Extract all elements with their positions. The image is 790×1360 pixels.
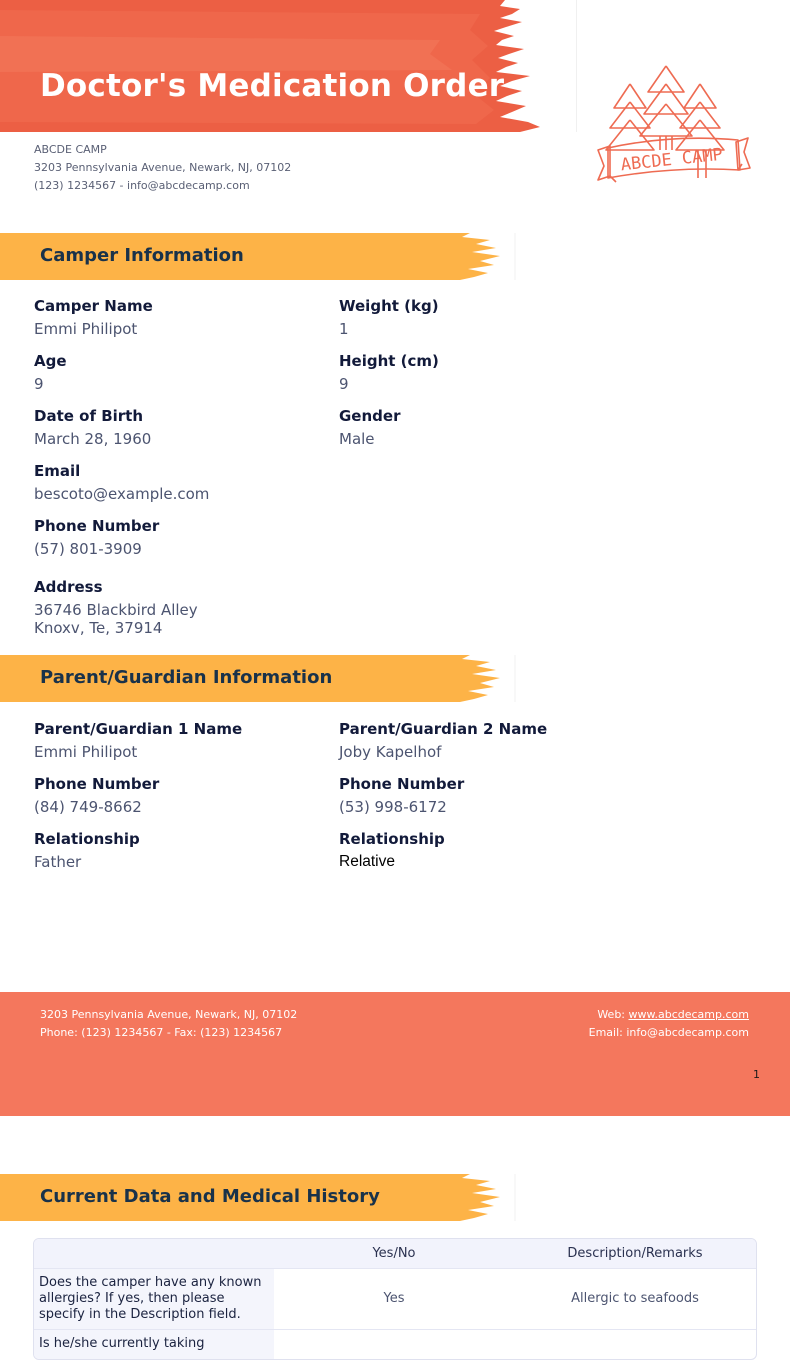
age-label: Age	[34, 352, 67, 370]
table-row-remarks: Allergic to seafoods	[571, 1291, 699, 1306]
table-row-question: Does the camper have any known allergies? If yes, then please specify in the Description field.	[39, 1275, 262, 1322]
guardian2-name-value: Joby Kapelhof	[339, 743, 442, 761]
phone-label: Phone Number	[34, 517, 160, 535]
logo-text: ABCDE CAMP	[619, 144, 724, 176]
camper-name-label: Camper Name	[34, 297, 153, 315]
medical-history-table	[33, 1238, 757, 1360]
height-label: Height (cm)	[339, 352, 439, 370]
footer-web-link[interactable]: www.abcdecamp.com	[628, 1008, 749, 1021]
table-header-yes-no: Yes/No	[372, 1246, 416, 1261]
guardian2-name-label: Parent/Guardian 2 Name	[339, 720, 548, 738]
email-value: bescoto@example.com	[34, 485, 210, 503]
address-label: Address	[34, 578, 103, 596]
header-divider	[576, 0, 577, 132]
weight-label: Weight (kg)	[339, 297, 439, 315]
guardian2-phone-label: Phone Number	[339, 775, 465, 793]
page-footer	[0, 992, 790, 1116]
org-contact: (123) 1234567 - info@abcdecamp.com	[34, 179, 250, 192]
weight-value: 1	[339, 320, 349, 338]
guardian-section-title: Parent/Guardian Information	[40, 667, 333, 688]
guardian1-phone-value: (84) 749-8662	[34, 798, 142, 816]
org-name: ABCDE CAMP	[34, 143, 107, 156]
camper-name-value: Emmi Philipot	[34, 320, 138, 338]
brush-banner-graphic	[0, 0, 545, 132]
address-line1: 36746 Blackbird Alley	[34, 601, 198, 619]
footer-address: 3203 Pennsylvania Avenue, Newark, NJ, 07102	[40, 1008, 298, 1021]
phone-value: (57) 801-3909	[34, 540, 142, 558]
guardian1-name-value: Emmi Philipot	[34, 743, 138, 761]
guardian2-relationship-label: Relationship	[339, 830, 445, 848]
guardian1-phone-label: Phone Number	[34, 775, 160, 793]
camp-logo-icon	[588, 64, 758, 194]
table-header-remarks: Description/Remarks	[567, 1246, 703, 1261]
table-row-answer: Yes	[383, 1291, 405, 1306]
age-value: 9	[34, 375, 44, 393]
camp-logo	[588, 64, 758, 194]
guardian1-name-label: Parent/Guardian 1 Name	[34, 720, 243, 738]
dob-value: March 28, 1960	[34, 430, 152, 448]
camper-section-title: Camper Information	[40, 245, 244, 266]
medical-section-bar	[0, 1174, 520, 1221]
guardian1-relationship-label: Relationship	[34, 830, 140, 848]
table-header	[34, 1239, 756, 1269]
guardian1-relationship-value: Father	[34, 853, 82, 871]
org-address: 3203 Pennsylvania Avenue, Newark, NJ, 07102	[34, 161, 292, 174]
footer-web	[597, 1008, 749, 1021]
guardian-section-bar	[0, 655, 520, 702]
gender-label: Gender	[339, 407, 401, 425]
title-banner	[0, 0, 545, 132]
email-label: Email	[34, 462, 81, 480]
guardian2-phone-value: (53) 998-6172	[339, 798, 447, 816]
address-line2: Knoxv, Te, 37914	[34, 619, 163, 637]
footer-phone-fax: Phone: (123) 1234567 - Fax: (123) 1234567	[40, 1026, 283, 1039]
document-title: Doctor's Medication Order	[40, 68, 505, 104]
camper-section-bar	[0, 233, 520, 280]
table-row-question: Is he/she currently taking	[39, 1336, 205, 1351]
medical-section-title: Current Data and Medical History	[40, 1186, 380, 1207]
dob-label: Date of Birth	[34, 407, 144, 425]
footer-web-label: Web:	[597, 1008, 629, 1021]
guardian2-relationship-value: Relative	[339, 853, 395, 870]
height-value: 9	[339, 375, 349, 393]
gender-value: Male	[339, 430, 375, 448]
footer-email: Email: info@abcdecamp.com	[588, 1026, 749, 1039]
page-number: 1	[753, 1068, 760, 1081]
